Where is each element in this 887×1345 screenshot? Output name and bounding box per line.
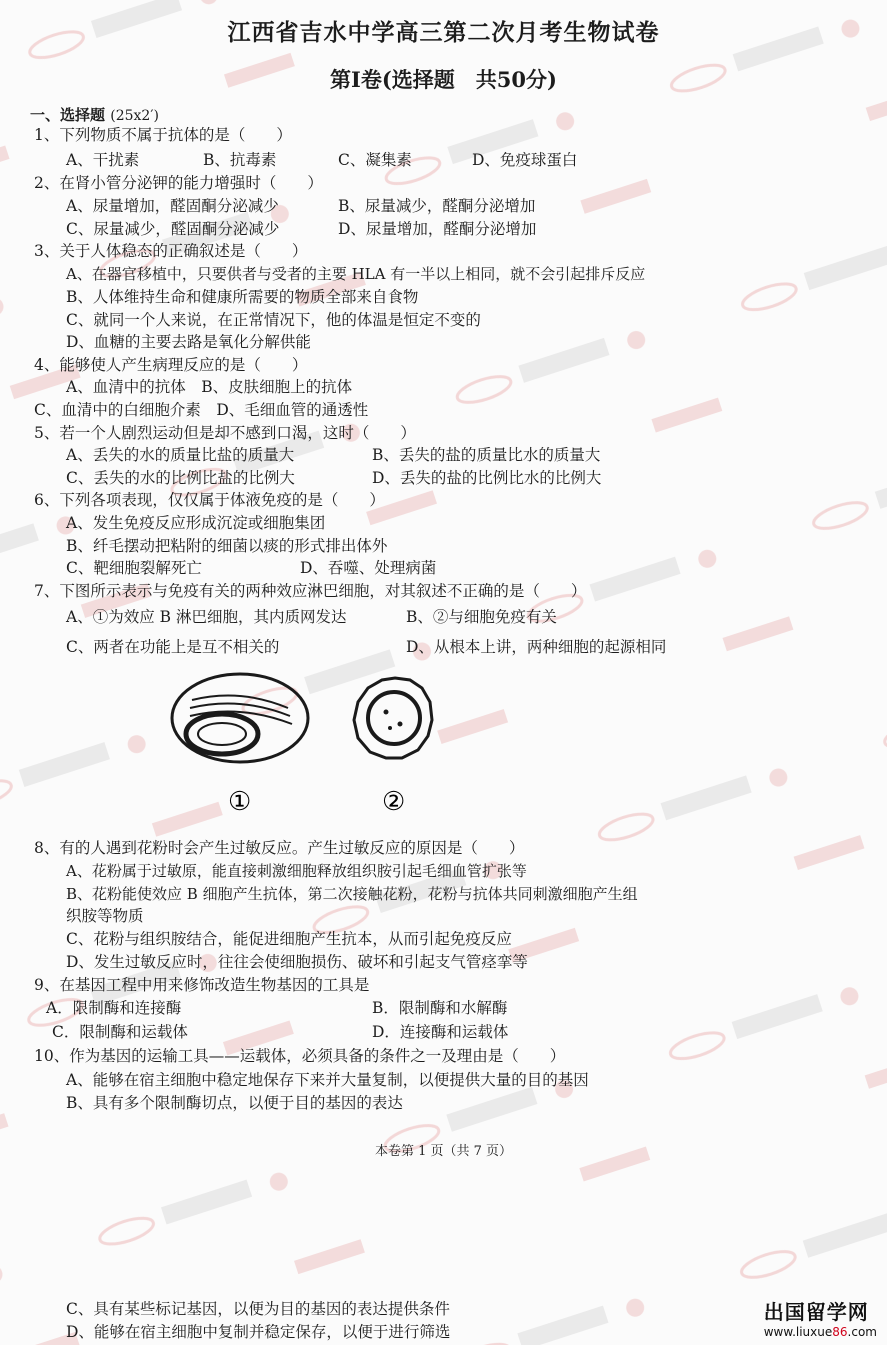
page-footer: 本卷第 1 页（共 7 页） (374, 1144, 513, 1159)
q4-options-ab: A、血清中的抗体 B、皮肤细胞上的抗体 (66, 378, 353, 396)
q6-option-a: A、发生免疫反应形成沉淀或细胞集团 (66, 514, 326, 532)
q5-stem: 5、若一个人剧烈运动但是却不感到口渴，这时（ ） (34, 424, 416, 442)
q3-option-d: D、血糖的主要去路是氧化分解供能 (66, 333, 311, 351)
q1-option-b: B、抗毒素 (203, 151, 277, 169)
q2-option-d: D、尿量增加，醛酮分泌增加 (338, 220, 537, 238)
q6-option-d: D、吞噬、处理病菌 (300, 559, 437, 577)
cell-2-drawing (354, 678, 432, 758)
q10-option-d: D、能够在宿主细胞中复制并稳定保存，以便于进行筛选 (66, 1323, 451, 1341)
q8-stem: 8、有的人遇到花粉时会产生过敏反应。产生过敏反应的原因是（ ） (34, 839, 525, 857)
q9-option-d: D．连接酶和运载体 (372, 1023, 509, 1041)
q5-option-c: C、丢失的水的比例比盐的比例大 (66, 469, 295, 487)
q6-option-c: C、靶细胞裂解死亡 (66, 559, 202, 577)
brand-url[interactable] (764, 1325, 877, 1339)
q7-option-a: A、①为效应 B 淋巴细胞，其内质网发达 (66, 608, 347, 626)
q2-option-b: B、尿量减少，醛酮分泌增加 (338, 197, 536, 215)
q7-option-d: D、从根本上讲，两种细胞的起源相同 (406, 638, 667, 656)
brand-name: 出国留学网 (763, 1300, 869, 1324)
q8-option-b-cont: 织胺等物质 (66, 907, 144, 925)
exam-title: 江西省吉水中学高三第二次月考生物试卷 (227, 19, 660, 46)
q10-option-c: C、具有某些标记基因，以便为目的基因的表达提供条件 (66, 1300, 450, 1318)
cell-1-drawing (172, 674, 308, 762)
q4-options-cd: C、血清中的白细胞介素 D、毛细血管的通透性 (34, 401, 369, 419)
brand-url-number: 86 (832, 1325, 848, 1339)
exam-subtitle: 第Ⅰ卷(选择题 共50分) (330, 67, 557, 92)
q9-option-a: A．限制酶和连接酶 (46, 999, 182, 1017)
q6-stem: 6、下列各项表现，仅仅属于体液免疫的是（ ） (34, 491, 385, 509)
q3-option-a: A、在器官移植中，只要供者与受者的主要 HLA 有一半以上相同，就不会引起排斥反应 (66, 265, 646, 283)
site-brand (764, 1296, 877, 1339)
q2-option-c: C、尿量减少，醛固酮分泌减少 (66, 220, 280, 238)
q1-option-c: C、凝集素 (338, 151, 412, 169)
q10-option-a: A、能够在宿主细胞中稳定地保存下来并大量复制，以便提供大量的目的基因 (66, 1071, 589, 1089)
section-heading (30, 104, 159, 125)
q9-option-b: B．限制酶和水解酶 (372, 999, 508, 1017)
q6-option-b: B、纤毛摆动把粘附的细菌以痰的形式排出体外 (66, 537, 388, 555)
q8-option-c: C、花粉与组织胺结合，能促进细胞产生抗本，从而引起免疫反应 (66, 930, 512, 948)
q9-stem: 9、在基因工程中用来修饰改造生物基因的工具是 (34, 976, 370, 994)
q1-option-a: A、干扰素 (66, 151, 140, 169)
q10-stem: 10、作为基因的运输工具——运载体，必须具备的条件之一及理由是（ ） (34, 1047, 566, 1065)
q1-option-d: D、免疫球蛋白 (472, 151, 578, 169)
q8-option-b: B、花粉能使效应 B 细胞产生抗体，第二次接触花粉，花粉与抗体共同刺激细胞产生组 (66, 885, 638, 903)
q3-option-b: B、人体维持生命和健康所需要的物质全部来自食物 (66, 288, 419, 306)
section-label: 一、选择题 (30, 106, 106, 124)
q7-option-c: C、两者在功能上是互不相关的 (66, 638, 280, 656)
q8-option-a: A、花粉属于过敏原，能直接刺激细胞释放组织胺引起毛细血管扩张等 (66, 862, 527, 880)
brand-url-suffix: .com (847, 1325, 877, 1339)
q9-option-c: C．限制酶和运载体 (52, 1023, 188, 1041)
q2-stem: 2、在肾小管分泌钾的能力增强时（ ） (34, 174, 323, 192)
q8-option-d: D、发生过敏反应时，往往会使细胞损伤、破坏和引起支气管痉挛等 (66, 953, 528, 971)
q10-option-b: B、具有多个限制酶切点，以便于目的基因的表达 (66, 1094, 403, 1112)
q5-option-b: B、丢失的盐的质量比水的质量大 (372, 446, 601, 464)
q1-stem: 1、下列物质不属于抗体的是（ ） (34, 126, 292, 144)
q5-option-d: D、丢失的盐的比例比水的比例大 (372, 469, 602, 487)
figure-label-1: ① (228, 787, 252, 817)
q3-stem: 3、关于人体稳态的正确叙述是（ ） (34, 242, 308, 260)
q7-option-b: B、②与细胞免疫有关 (406, 608, 557, 626)
q5-option-a: A、丢失的水的质量比盐的质量大 (66, 446, 295, 464)
q7-stem: 7、下图所示表示与免疫有关的两种效应淋巴细胞，对其叙述不正确的是（ ） (34, 582, 587, 600)
q2-option-a: A、尿量增加，醛固酮分泌减少 (66, 197, 279, 215)
lymphocyte-figure (160, 670, 460, 830)
figure-label-2: ② (382, 787, 406, 817)
q4-stem: 4、能够使人产生病理反应的是（ ） (34, 356, 308, 374)
q3-option-c: C、就同一个人来说，在正常情况下，他的体温是恒定不变的 (66, 311, 481, 329)
brand-url-prefix: www.liuxue (763, 1325, 833, 1339)
section-points: (25x2′) (110, 108, 159, 124)
